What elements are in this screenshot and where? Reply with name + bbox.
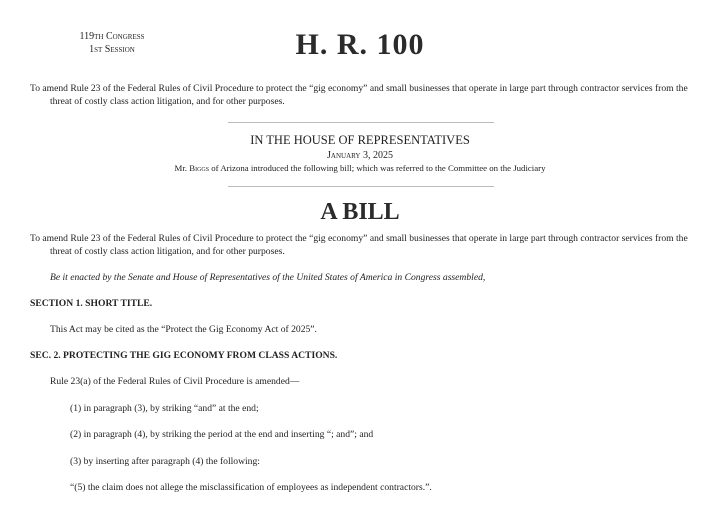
section-1-heading: SECTION 1. SHORT TITLE.: [30, 298, 153, 309]
divider-bottom: [228, 186, 494, 187]
purpose-statement: To amend Rule 23 of the Federal Rules of Civil Procedure to protect the “gig economy” and small businesses that operate in large part through contractor services from the threat of costly class action litigation, and for other purposes.: [30, 233, 688, 257]
sponsor-name: Biggs: [189, 163, 210, 173]
bill-title: A BILL: [320, 199, 400, 225]
section-2-item-2: (2) in paragraph (4), by striking the period at the end and inserting “; and”; and: [70, 429, 374, 440]
sponsor-suffix: of Arizona introduced the following bill; which was referred to the Committee on the Judiciary: [209, 163, 546, 173]
section-2-quoted-paragraph: “(5) the claim does not allege the misclassification of employees as independent contractors.”.: [70, 482, 432, 493]
introduction-statement: [0, 163, 720, 173]
section-2-heading: SEC. 2. PROTECTING THE GIG ECONOMY FROM CLASS ACTIONS.: [30, 350, 338, 361]
session-label: 1st Session: [89, 44, 135, 55]
introduction-date: January 3, 2025: [327, 150, 393, 161]
enacting-clause: Be it enacted by the Senate and House of Representatives of the United States of America in Congress assembled,: [50, 272, 486, 283]
house-heading: IN THE HOUSE OF REPRESENTATIVES: [250, 133, 470, 147]
sponsor-prefix: Mr.: [174, 163, 190, 173]
section-1-text: This Act may be cited as the “Protect the Gig Economy Act of 2025”.: [50, 324, 317, 335]
purpose-statement-top: To amend Rule 23 of the Federal Rules of Civil Procedure to protect the “gig economy” and small businesses that operate in large part through contractor services from the threat of costly class action litigation, and for other purposes.: [30, 83, 688, 107]
congress-label: 119th Congress: [79, 31, 145, 42]
section-2-intro: Rule 23(a) of the Federal Rules of Civil Procedure is amended—: [50, 376, 300, 387]
section-2-item-3: (3) by inserting after paragraph (4) the following:: [70, 456, 260, 467]
bill-number: H. R. 100: [295, 28, 425, 61]
section-2-item-1: (1) in paragraph (3), by striking “and” at the end;: [70, 403, 259, 414]
divider-top: [228, 122, 494, 123]
